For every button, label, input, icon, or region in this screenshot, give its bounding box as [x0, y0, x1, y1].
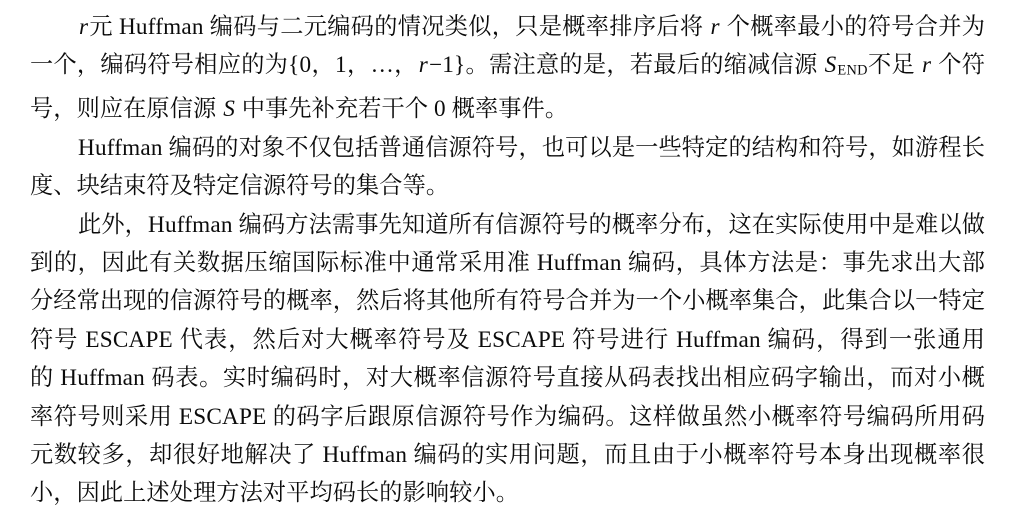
symbol-s-end: SEND — [824, 52, 868, 79]
term-huffman: Huffman — [78, 134, 163, 161]
term-huffman: Huffman — [60, 365, 145, 392]
term-escape: ESCAPE — [85, 326, 173, 353]
term-huffman: Huffman — [322, 442, 408, 469]
paragraph-3: 此外，Huffman 编码方法需事先知道所有信源符号的概率分布，这在实际使用中是难以做到的，因此有关数据压缩国际标准中通常采用准 Huffman 编码，具体方法是：事先求出大部分经常出现的信源符号的概率，然后将其他所有符号合并为一个小概率集合，此集合以一特定符号 ESCAPE 代表，然后对大概率符号及 ESCAPE 符号进行 Huffman 编码，得到一张通用的 Huffman 码表。实时编码时，对大概率信源符号直接从码表找出相应码字输出，而对小概率符号则采用 ESCAPE 的码字后跟原信源符号作为编码。这样做虽然小概率符号编码所用码元数较多，却很好地解决了 Huffman 编码的实用问题，而且由于小概率符号本身出现概率很小，因此上述处理方法对平均码长的影响较小。 — [30, 211, 985, 507]
term-escape: ESCAPE — [477, 326, 566, 353]
number-zero: 0 — [434, 96, 446, 123]
variable-r: r — [922, 52, 932, 79]
paragraph-1: r元 Huffman 编码与二元编码的情况类似，只是概率排序后将 r 个概率最小的符号合并为一个，编码符号相应的为{0，1，…，r−1}。需注意的是，若最后的缩减信源 SEND不足 r 个符号，则应在原信源 S 中事先补充若干个 0 概率事件。 — [30, 14, 986, 123]
term-huffman: Huffman — [118, 14, 204, 40]
variable-s: S — [223, 96, 235, 123]
term-huffman: Huffman — [536, 250, 622, 277]
term-escape: ESCAPE — [178, 403, 267, 430]
symbol-set: {0，1，…，r−1} — [288, 52, 466, 79]
variable-r: r — [79, 14, 89, 40]
variable-r: r — [710, 14, 720, 40]
paragraph-2: Huffman 编码的对象不仅包括普通信源符号，也可以是一些特定的结构和符号，如游程长度、块结束符及特定信源符号的集合等。 — [30, 134, 985, 200]
term-huffman: Huffman — [148, 211, 233, 238]
term-huffman: Huffman — [676, 326, 761, 353]
